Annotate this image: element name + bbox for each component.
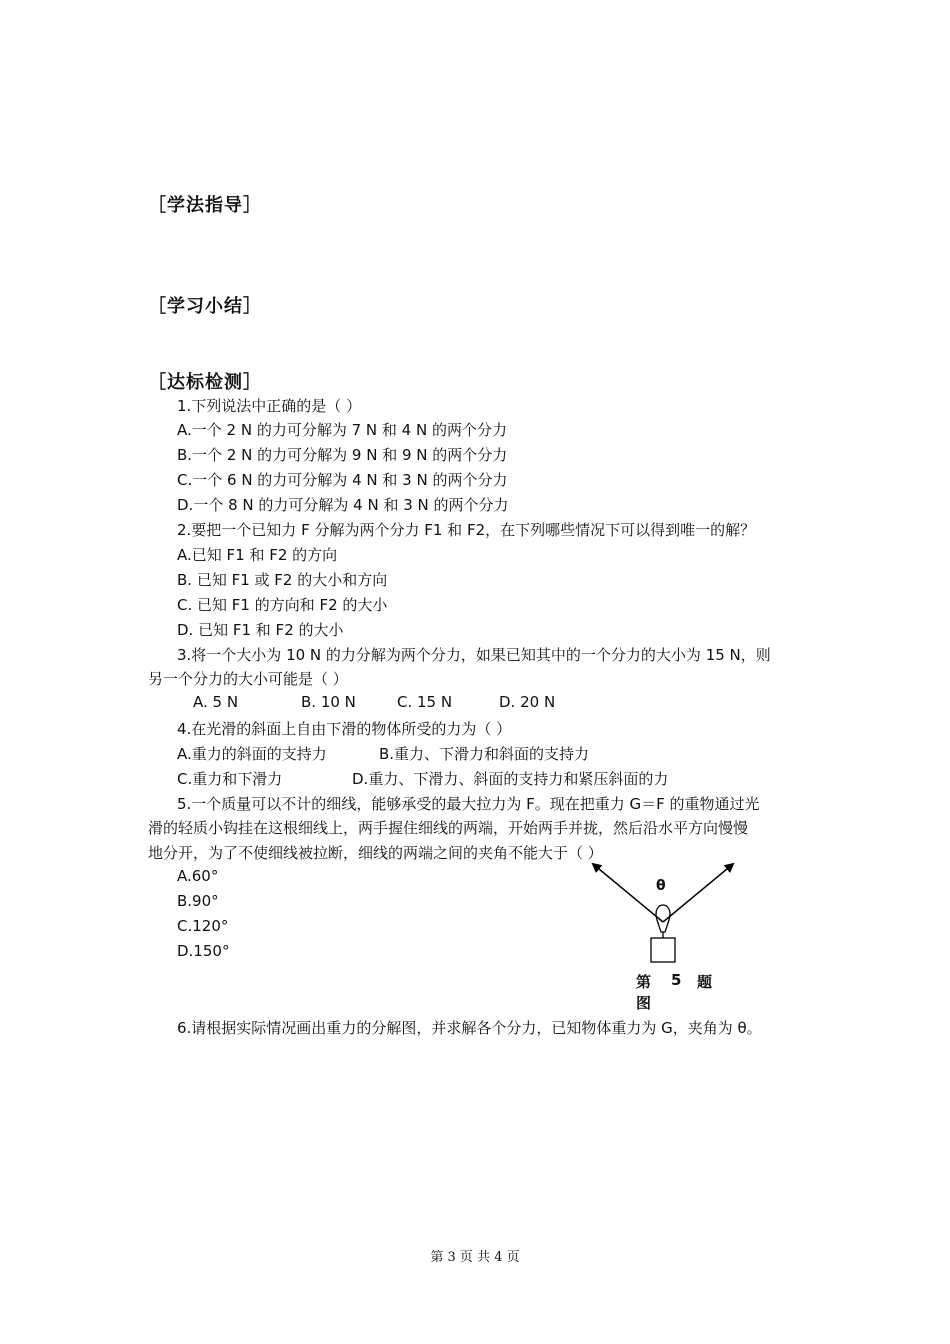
q5-stem-line1: 5.一个质量可以不计的细线，能够承受的最大拉力为 F。现在把重力 G＝F 的重物通过光 (177, 795, 760, 813)
q1-option-c: C.一个 6 N 的力可分解为 4 N 和 3 N 的两个分力 (177, 471, 508, 489)
q2-option-d: D. 已知 F1 和 F2 的大小 (177, 621, 344, 639)
q5-stem-line2: 滑的轻质小钩挂在这根细线上，两手握住细线的两端，开始两手并拢，然后沿水平方向慢慢 (148, 819, 749, 837)
left-tension-arrow (593, 864, 663, 922)
q2-stem: 2.要把一个已知力 F 分解为两个分力 F1 和 F2，在下列哪些情况下可以得到唯一的解？ (177, 521, 756, 539)
q1-stem: 1.下列说法中正确的是（ ） (177, 397, 362, 415)
q5-option-c: C.120° (177, 917, 229, 935)
q3-option-c: C. 15 N (397, 693, 453, 711)
heading-check: ［达标检测］ (148, 372, 262, 393)
q4-option-c: C.重力和下滑力 (177, 770, 283, 788)
q5-figure-caption-3: 题 (697, 973, 713, 991)
q2-option-c: C. 已知 F1 的方向和 F2 的大小 (177, 596, 388, 614)
q5-stem-line3: 地分开，为了不使细线被拉断，细线的两端之间的夹角不能大于（ ） (148, 844, 603, 862)
q1-option-a: A.一个 2 N 的力可分解为 7 N 和 4 N 的两个分力 (177, 421, 507, 439)
q4-stem: 4.在光滑的斜面上自由下滑的物体所受的力为（ ） (177, 720, 512, 738)
q4-option-b: B.重力、下滑力和斜面的支持力 (379, 745, 590, 763)
q3-stem-line2: 另一个分力的大小可能是（ ） (148, 670, 348, 688)
heading-method: ［学法指导］ (148, 195, 262, 216)
q5-figure-angle-label: θ (656, 878, 666, 894)
q3-option-d: D. 20 N (499, 693, 556, 711)
q5-figure-caption-1: 第 (636, 973, 652, 991)
q4-option-d: D.重力、下滑力、斜面的支持力和紧压斜面的力 (352, 770, 669, 788)
q5-option-b: B.90° (177, 892, 219, 910)
q5-option-d: D.150° (177, 942, 230, 960)
heading-summary: ［学习小结］ (148, 296, 262, 317)
right-tension-arrow (663, 864, 733, 922)
q1-option-d: D.一个 8 N 的力可分解为 4 N 和 3 N 的两个分力 (177, 496, 509, 514)
q5-figure (585, 858, 745, 968)
q6-stem: 6.请根据实际情况画出重力的分解图，并求解各个分力，已知物体重力为 G，夹角为 θ。 (177, 1019, 762, 1037)
q3-option-a: A. 5 N (193, 693, 239, 711)
q1-option-b: B.一个 2 N 的力可分解为 9 N 和 9 N 的两个分力 (177, 446, 508, 464)
q5-figure-caption-2: 5 (671, 971, 682, 989)
q2-option-b: B. 已知 F1 或 F2 的大小和方向 (177, 571, 388, 589)
q3-stem-line1: 3.将一个大小为 10 N 的力分解为两个分力，如果已知其中的一个分力的大小为 15 N，则 (177, 646, 771, 664)
q3-option-b: B. 10 N (301, 693, 356, 711)
q5-figure-caption-4: 图 (636, 994, 652, 1012)
q4-option-a: A.重力的斜面的支持力 (177, 745, 327, 763)
page-footer: 第 3 页 共 4 页 (430, 1250, 520, 1265)
weight-block (651, 938, 675, 962)
q5-option-a: A.60° (177, 867, 219, 885)
q2-option-a: A.已知 F1 和 F2 的方向 (177, 546, 338, 564)
